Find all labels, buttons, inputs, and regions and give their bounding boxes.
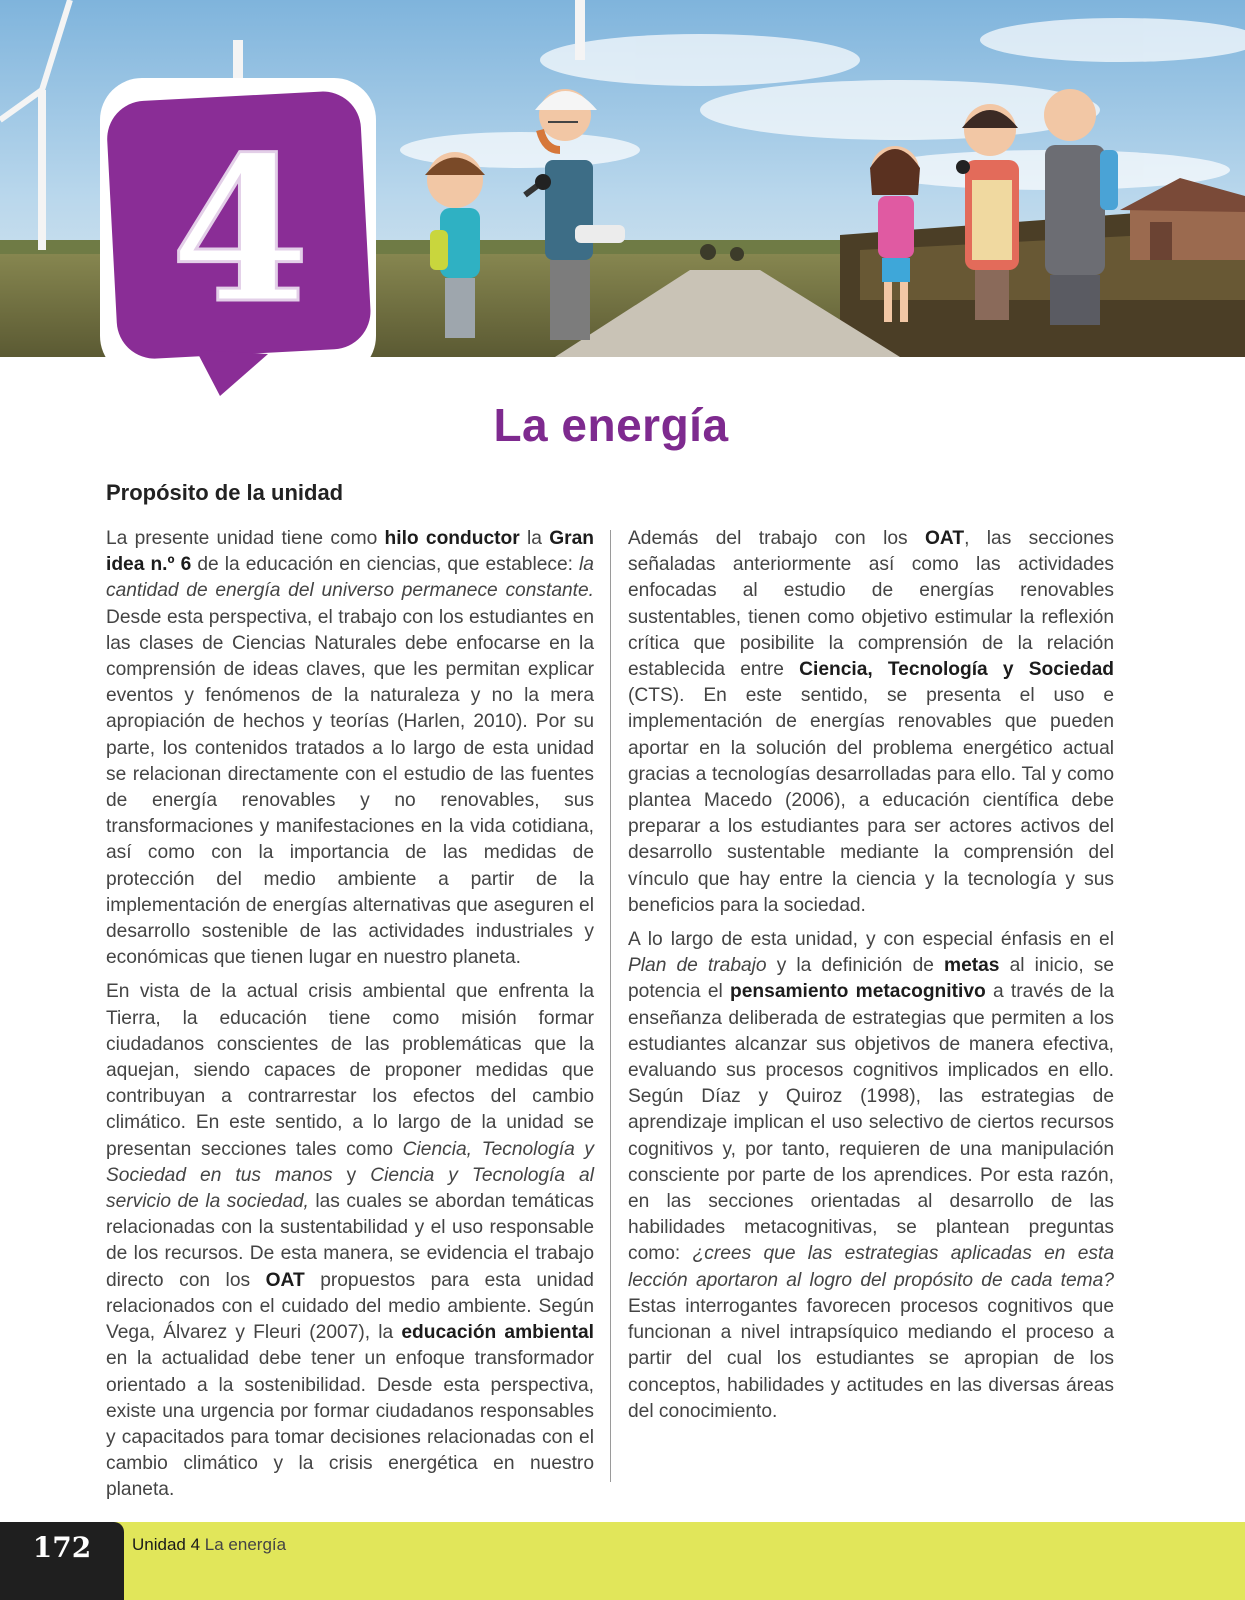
- page-number: 172: [32, 1531, 92, 1564]
- text-run: A lo largo de esta unidad, y con especial énfasis en el: [628, 929, 1114, 951]
- text-run: Además del trabajo con los: [628, 528, 925, 549]
- text-run: , las secciones señaladas anteriormente así como las actividades enfocadas al estudio de energías renovables sustentables, tienen como objetivo estimular la reflexión crítica que posibilite la comprensión de la relación establecida entre: [628, 528, 1115, 681]
- text-run: en la actualidad debe tener un enfoque transformador orientado a la sostenibilidad. Desde esta perspectiva, existe una urgencia por formar ciudadanos responsables y capacitados para tomar decisiones relacionadas con el cambio climático y la crisis energética en nuestro planeta.: [106, 1348, 594, 1501]
- text-run: Desde esta perspectiva, el trabajo con los estudiantes en las clases de Ciencias Naturales debe enfocarse en la comprensión de ideas claves, que les permitan explicar eventos y fenómenos de la naturaleza y no la mera apropiación de hechos y teorías (Harlen, 2010). Por su parte, los contenidos tratados a lo largo de esta unidad se relacionan directamente con el estudio de las fuentes de energía renovables y no renovables, sus transformaciones y manifestaciones en la vida cotidiana, así como con la importancia de las medidas de protección del medio ambiente a partir de la implementación de energías alternativas que aseguren el desarrollo sostenible de las actividades industriales y económicas que tienen lugar en nuestro planeta.: [106, 606, 594, 969]
- italic-phrase: Plan de trabajo: [628, 955, 767, 977]
- text-run: y la definición de: [766, 955, 945, 977]
- paragraph: [628, 526, 1114, 919]
- left-column: [106, 526, 594, 1512]
- paragraph: [106, 979, 594, 1503]
- footer-unit-label: [132, 1535, 286, 1555]
- italic-phrase: la cantidad de energía del universo permanece constante.: [106, 554, 594, 602]
- bold-term: metas: [944, 955, 1000, 977]
- bold-term: Gran idea n.º 6: [106, 528, 594, 576]
- bold-term: Ciencia, Tecnología y Sociedad: [799, 659, 1115, 681]
- bold-term: pensamiento metacognitivo: [730, 981, 986, 1003]
- unit-number-badge: [100, 78, 384, 408]
- text-run: de la educación en ciencias, que establece:: [191, 554, 580, 576]
- italic-phrase: ¿crees que las estrategias aplicadas en esta lección aportaron al logro del propósito de cada tema?: [628, 1243, 1114, 1291]
- section-heading: Propósito de la unidad: [106, 480, 344, 505]
- italic-phrase: Ciencia y Tecnología al servicio de la sociedad,: [106, 1164, 594, 1213]
- column-divider: [610, 530, 611, 1482]
- text-run: y: [332, 1164, 371, 1186]
- bold-term: OAT: [925, 528, 965, 549]
- footer-unit-number: Unidad 4: [132, 1535, 201, 1554]
- unit-number: 4: [170, 113, 310, 348]
- text-run: las cuales se abordan temáticas relacionadas con la sustentabilidad y el uso responsable de los recursos. De esta manera, se evidencia el trabajo directo con los: [106, 1191, 595, 1291]
- bold-term: hilo conductor: [384, 528, 520, 549]
- page-title: La energía: [493, 399, 729, 451]
- text-run: propuestos para esta unidad relacionados con el cuidado del medio ambiente. Según Vega, Álvarez y Fleuri (2007), la: [106, 1269, 594, 1344]
- text-run: la: [519, 528, 550, 549]
- text-run: La presente unidad tiene como: [106, 528, 385, 549]
- text-run: En vista de la actual crisis ambiental que enfrenta la Tierra, la educación tiene como misión formar ciudadanos conscientes de las problemáticas que la aquejan, siendo capaces de proponer medidas que contribuyan a contrarrestar los efectos del cambio climático. En este sentido, a lo largo de la unidad se presentan secciones tales como: [106, 981, 594, 1160]
- paragraph: [106, 526, 594, 971]
- italic-phrase: Ciencia, Tecnología y Sociedad en tus manos: [106, 1138, 595, 1186]
- bold-term: educación ambiental: [401, 1322, 594, 1344]
- footer-unit-name: La energía: [204, 1535, 287, 1554]
- bold-term: OAT: [265, 1269, 305, 1291]
- text-run: a través de la enseñanza deliberada de estrategias que permiten a los estudiantes alcanzar sus objetivos de manera efectiva, evaluando sus procesos cognitivos implicados en ello. Según Díaz y Quiroz (1998), las estrategias de aprendizaje implican el uso selectivo de ciertos recursos cognitivos y, por tanto, requieren de una manipulación consciente por parte de los aprendices. Por esta razón, en las secciones orientadas al desarrollo de las habilidades metacognitivas, se plantean preguntas como:: [628, 981, 1114, 1265]
- paragraph: [628, 927, 1114, 1425]
- right-column: [628, 526, 1114, 1433]
- footer-band: [0, 1522, 1245, 1600]
- text-run: al inicio, se potencia el: [628, 955, 1115, 1003]
- text-run: (CTS). En este sentido, se presenta el uso e implementación de energías renovables que pueden aportar en la solución del problema energético actual gracias a tecnologías desarrolladas para ello. Tal y como plantea Macedo (2006), a educación científica debe preparar a los estudiantes para ser actores activos del desarrollo sustentable mediante la comprensión del vínculo que hay entre la ciencia y la tecnología y sus beneficios para la sociedad.: [628, 685, 1114, 916]
- text-run: Estas interrogantes favorecen procesos cognitivos que funcionan a nivel intrapsíquico mediando el proceso a partir del cual los estudiantes se apropian de los conceptos, habilidades y actitudes en las diversas áreas del conocimiento.: [628, 1295, 1114, 1422]
